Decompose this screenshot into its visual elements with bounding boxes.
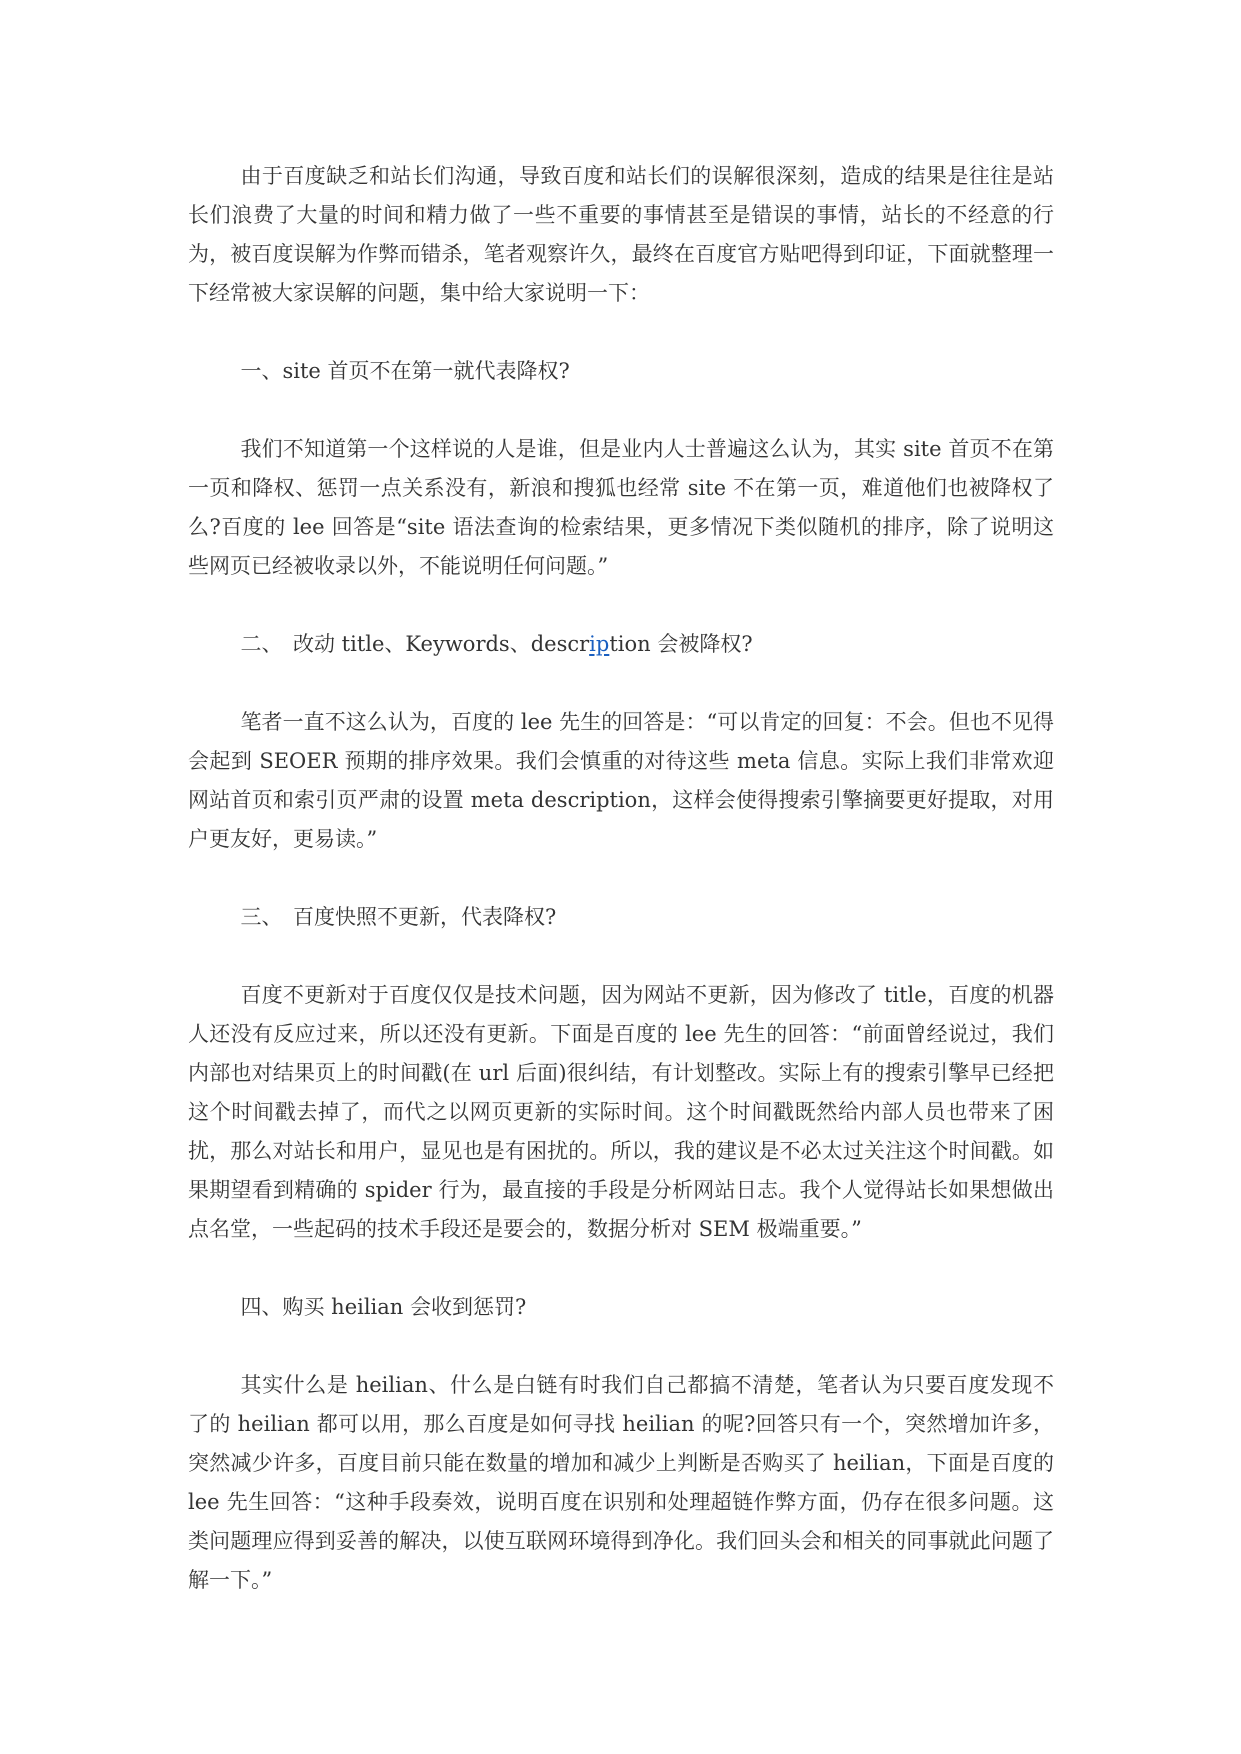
article-body bbox=[188, 157, 1054, 1639]
section-1-body: 我们不知道第一个这样说的人是谁，但是业内人士普遍这么认为，其实 site 首页不在第一页和降权、惩罚一点关系没有，新浪和搜狐也经常 site 不在第一页，难道他们也被降权了么?百度的 lee 回答是“site 语法查询的检索结果，更多情况下类似随机的排序，除了说明这些网页已经被收录以外，不能说明任何问题。” bbox=[188, 437, 1054, 578]
section-2-heading bbox=[188, 625, 1054, 664]
section-1-heading: 一、site 首页不在第一就代表降权? bbox=[240, 359, 570, 383]
section-4-body: 其实什么是 heilian、什么是白链有时我们自己都搞不清楚，笔者认为只要百度发现不了的 heilian 都可以用，那么百度是如何寻找 heilian 的呢?回答只有一个，突然增加许多，突然减少许多，百度目前只能在数量的增加和减少上判断是否购买了 heilian，下面是百度的 lee 先生回答：“这种手段奏效，说明百度在识别和处理超链作弊方面，仍存在很多问题。这类问题理应得到妥善的解决，以使互联网环境得到净化。我们回头会和相关的同事就此问题了解一下。” bbox=[188, 1373, 1054, 1592]
section-2-body: 笔者一直不这么认为，百度的 lee 先生的回答是：“可以肯定的回复：不会。但也不见得会起到 SEOER 预期的排序效果。我们会慎重的对待这些 meta 信息。实际上我们非常欢迎网站首页和索引页严肃的设置 meta description，这样会使得搜索引擎摘要更好提取，对用户更友好，更易读。” bbox=[188, 710, 1054, 851]
section-3-body: 百度不更新对于百度仅仅是技术问题，因为网站不更新，因为修改了 title，百度的机器人还没有反应过来，所以还没有更新。下面是百度的 lee 先生的回答：“前面曾经说过，我们内部也对结果页上的时间戳(在 url 后面)很纠结，有计划整改。实际上有的搜索引擎早已经把这个时间戳去掉了，而代之以网页更新的实际时间。这个时间戳既然给内部人员也带来了困扰，那么对站长和用户，显见也是有困扰的。所以，我的建议是不必太过关注这个时间戳。如果期望看到精确的 spider 行为，最直接的手段是分析网站日志。我个人觉得站长如果想做出点名堂，一些起码的技术手段还是要会的，数据分析对 SEM 极端重要。” bbox=[188, 983, 1054, 1241]
intro-paragraph: 由于百度缺乏和站长们沟通，导致百度和站长们的误解很深刻，造成的结果是往往是站长们浪费了大量的时间和精力做了一些不重要的事情甚至是错误的事情，站长的不经意的行为，被百度误解为作弊而错杀，笔者观察许久，最终在百度官方贴吧得到印证，下面就整理一下经常被大家误解的问题，集中给大家说明一下： bbox=[188, 164, 1054, 305]
section-2-heading-link[interactable]: ip bbox=[589, 632, 610, 656]
section-4-heading: 四、购买 heilian 会收到惩罚? bbox=[240, 1295, 527, 1319]
section-3-heading: 三、 百度快照不更新，代表降权? bbox=[240, 905, 557, 929]
section-2-heading-suffix: tion 会被降权? bbox=[609, 632, 753, 656]
section-2-heading-prefix: 二、 改动 title、Keywords、descr bbox=[240, 632, 590, 656]
